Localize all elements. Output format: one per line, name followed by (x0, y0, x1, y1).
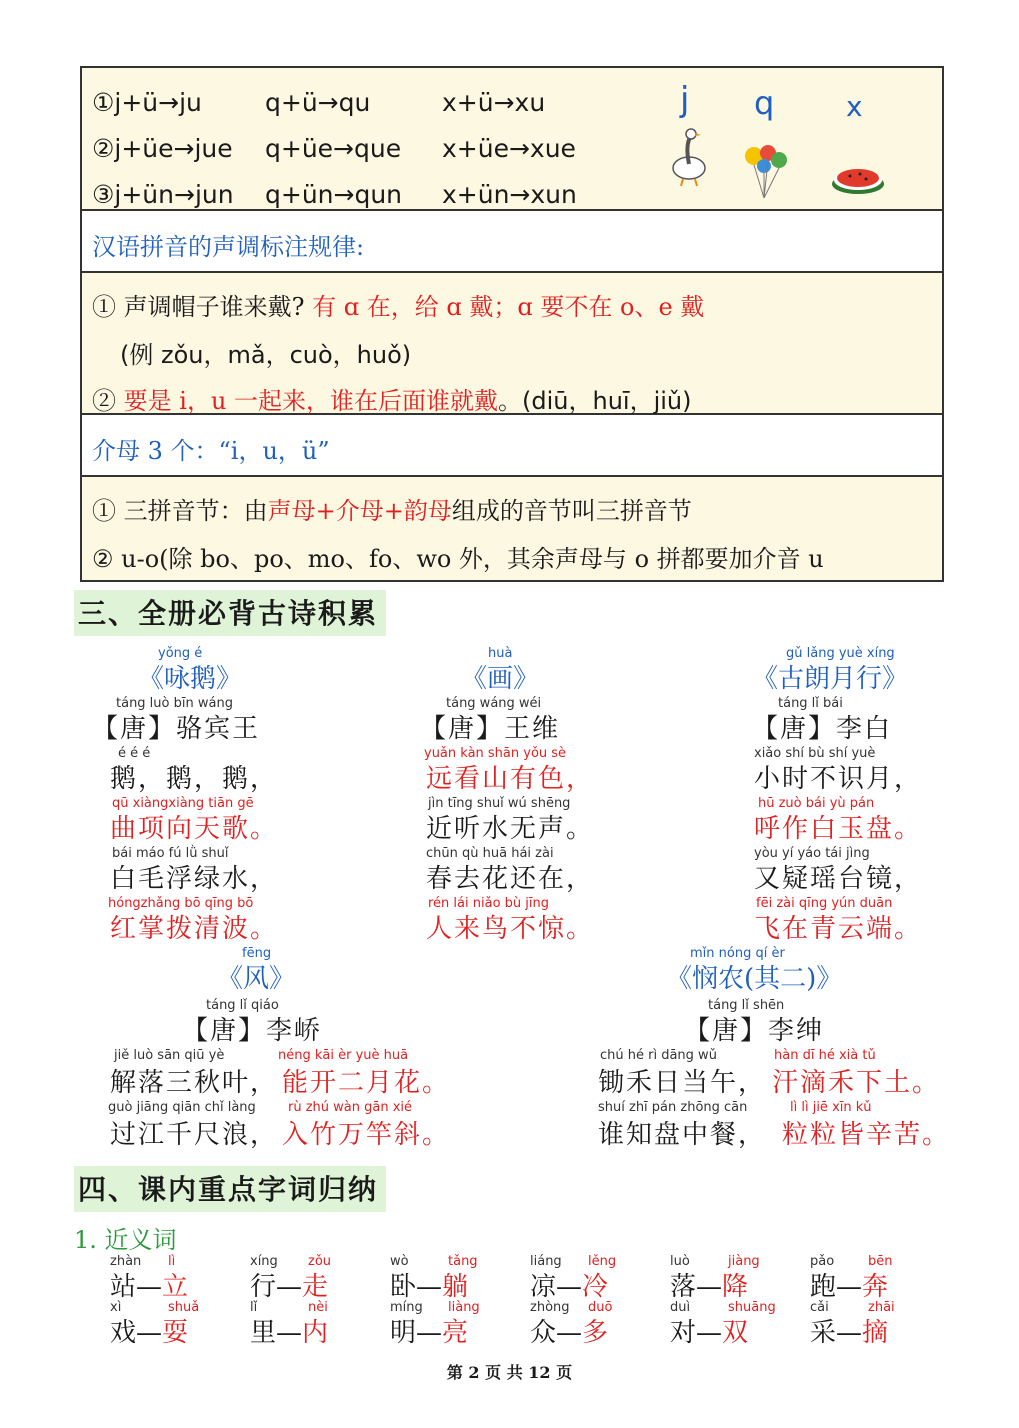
synonym-dash: — (836, 1318, 863, 1348)
synonym-pinyin-2: jiàng (728, 1254, 760, 1269)
tone-rules-row (82, 273, 942, 415)
poem-line: 呼作白玉盘。 (754, 814, 923, 844)
synonym-pinyin-1: cǎi (810, 1300, 829, 1315)
poem-line-pinyin: fēi zài qīng yún duān (756, 896, 893, 911)
synonym-pair (670, 1312, 748, 1349)
poem-line: 春去花还在， (426, 864, 595, 894)
synonym-word-2: 走 (302, 1272, 329, 1302)
tone-rule-2 (92, 381, 692, 416)
synonym-word-2: 内 (302, 1318, 329, 1348)
poem-title-pinyin: gǔ lǎng yuè xíng (786, 646, 895, 661)
synonym-pinyin-1: zhàn (110, 1254, 142, 1269)
poem-line-pinyin: é é é (118, 746, 151, 761)
synonym-word-2: 躺 (442, 1272, 469, 1302)
synonym-pinyin-1: luò (670, 1254, 690, 1269)
synonym-word-2: 降 (722, 1272, 749, 1302)
synonym-pinyin-1: wò (390, 1254, 409, 1269)
poem-line: 过江千尺浪， (110, 1120, 279, 1150)
tone-header: 汉语拼音的声调标注规律: (92, 233, 365, 261)
poem-author: 【唐】李白 (752, 714, 893, 744)
poem-line: 人来鸟不惊。 (426, 914, 595, 944)
poem-line: 谁知盘中餐， (598, 1120, 767, 1150)
synonym-pinyin-1: zhòng (530, 1300, 570, 1315)
synonym-pair (810, 1266, 888, 1303)
poem-author: 【唐】骆宾王 (92, 714, 261, 744)
poem-line: 曲项向天歌。 (110, 814, 279, 844)
poem-line-pinyin: qū xiàngxiàng tiān gē (112, 796, 254, 811)
jqx-q-rule-2: q+üe→que (265, 134, 402, 163)
jqx-column-2 (265, 80, 402, 218)
watermelon-icon (830, 154, 886, 196)
poem-line-pinyin: xiǎo shí bù shí yuè (754, 746, 876, 761)
medial-header-row (82, 415, 942, 477)
synonym-word-2: 亮 (442, 1318, 469, 1348)
synonym-pinyin-2: tǎng (448, 1254, 478, 1269)
jqx-x-rule-1: x+ü→xu (442, 88, 546, 117)
synonym-dash: — (556, 1272, 583, 1302)
balloons-icon (742, 144, 790, 200)
poem-line-pinyin: yòu yí yáo tái jìng (754, 846, 870, 861)
poem-title-pinyin: huà (488, 646, 513, 661)
poem-author: 【唐】李绅 (684, 1016, 825, 1046)
tone-rule-2-text: 要是 i，u 一起来，谁在后面谁就戴 (123, 387, 499, 415)
poem-title-pinyin: yǒng é (158, 646, 203, 661)
poem-line-pinyin: chú hé rì dāng wǔ (600, 1048, 717, 1063)
poem-title-pinyin: mǐn nóng qí èr (690, 946, 785, 961)
tone-rule-1 (92, 287, 704, 322)
jqx-rule-2: ②j+üe→jue (92, 134, 233, 163)
poem-title: 《古朗月行》 (752, 664, 909, 694)
poem-line-pinyin: hóngzhǎng bō qīng bō (108, 896, 254, 911)
poem-line-pinyin: jìn tīng shuǐ wú shēng (428, 796, 571, 811)
triple-rule-start: ① 三拼音节：由 (92, 497, 268, 525)
poem-line: 粒粒皆辛苦。 (782, 1120, 951, 1150)
poem-line-pinyin: guò jiāng qiān chǐ làng (108, 1100, 256, 1115)
poem-title: 《咏鹅》 (137, 664, 242, 694)
synonym-word-1: 行 (250, 1272, 277, 1302)
synonym-pinyin-2: liàng (448, 1300, 480, 1315)
synonym-dash: — (416, 1272, 443, 1302)
synonym-dash: — (276, 1272, 303, 1302)
author-pinyin: táng lǐ bái (778, 696, 843, 711)
poem-line-pinyin: chūn qù huā hái zài (426, 846, 554, 861)
uo-rule: ② u-o(除 bo、po、mo、fo、wo 外，其余声母与 o 拼都要加介音 u (92, 545, 824, 573)
synonym-word-1: 对 (670, 1318, 697, 1348)
synonym-pinyin-2: lěng (588, 1254, 617, 1269)
poem-author: 【唐】王维 (420, 714, 561, 744)
jqx-column-3 (442, 80, 577, 218)
poem-line-pinyin: rén lái niǎo bù jīng (428, 896, 549, 911)
synonym-pair (530, 1312, 608, 1349)
section-3-heading: 三、全册必背古诗积累 (74, 590, 386, 636)
medial-header: 介母 3 个：“i，u，ü” (92, 437, 330, 465)
synonym-pinyin-1: liáng (530, 1254, 562, 1269)
synonym-word-2: 奔 (862, 1272, 889, 1302)
letter-x: x (846, 90, 863, 123)
poem-line-pinyin: hū zuò bái yù pán (758, 796, 875, 811)
synonym-word-2: 摘 (862, 1318, 889, 1348)
poem-line: 飞在青云端。 (754, 914, 923, 944)
synonym-word-1: 跑 (810, 1272, 837, 1302)
poem-title-pinyin: fēng (242, 946, 272, 961)
synonym-word-1: 众 (530, 1318, 557, 1348)
section-4-heading: 四、课内重点字词归纳 (74, 1166, 386, 1212)
synonym-pair (390, 1266, 468, 1303)
triple-rule-end: 组成的音节叫三拼音节 (451, 497, 692, 525)
synonym-pair (250, 1312, 328, 1349)
synonym-pair (670, 1266, 748, 1303)
jqx-rule-3: ③j+ün→jun (92, 180, 234, 209)
synonym-dash: — (556, 1318, 583, 1348)
synonym-word-2: 多 (582, 1318, 609, 1348)
synonym-word-1: 里 (250, 1318, 277, 1348)
poem-line: 又疑瑶台镜， (754, 864, 923, 894)
synonym-pinyin-2: shuǎ (168, 1300, 200, 1315)
letter-j: j (680, 80, 690, 120)
triple-rule-highlight: 声母+介母+韵母 (267, 497, 452, 525)
synonym-pair (530, 1266, 608, 1303)
synonym-pinyin-1: xíng (250, 1254, 278, 1269)
jqx-q-rule-1: q+ü→qu (265, 88, 371, 117)
synonym-word-2: 立 (162, 1272, 189, 1302)
jqx-rule-1: ①j+ü→ju (92, 88, 202, 117)
pinyin-rules-table (80, 66, 944, 582)
author-pinyin: táng luò bīn wáng (116, 696, 233, 711)
synonym-word-1: 戏 (110, 1318, 137, 1348)
synonym-pair (810, 1312, 888, 1349)
synonyms-subheading: 1. 近义词 (74, 1226, 177, 1254)
synonym-dash: — (136, 1318, 163, 1348)
synonym-pair (110, 1312, 188, 1349)
poem-line: 解落三秋叶， (110, 1068, 279, 1098)
synonym-pinyin-1: xì (110, 1300, 122, 1315)
triple-syllable-row (82, 477, 942, 580)
poem-line-pinyin: hàn dī hé xià tǔ (774, 1048, 876, 1063)
author-pinyin: táng lǐ qiáo (206, 998, 279, 1013)
synonym-word-1: 卧 (390, 1272, 417, 1302)
poem-title: 《悯农(其二)》 (666, 964, 843, 994)
poem-title: 《风》 (216, 964, 295, 994)
tone-rule-2-number: ② (92, 387, 116, 415)
poem-line: 小时不识月， (754, 764, 923, 794)
poem-line: 鹅，鹅，鹅， (110, 764, 279, 794)
jqx-x-rule-2: x+üe→xue (442, 134, 576, 163)
synonym-pinyin-1: duì (670, 1300, 691, 1315)
synonym-pinyin-2: duō (588, 1300, 613, 1315)
goose-icon (667, 124, 711, 190)
poem-line-pinyin: rù zhú wàn gān xié (288, 1100, 413, 1115)
synonym-word-1: 明 (390, 1318, 417, 1348)
poem-line-pinyin: shuí zhī pán zhōng cān (598, 1100, 748, 1115)
synonym-pinyin-2: zǒu (308, 1254, 332, 1269)
tone-rule-1-question: ① 声调帽子谁来戴? (92, 293, 305, 321)
synonym-dash: — (276, 1318, 303, 1348)
synonym-word-2: 双 (722, 1318, 749, 1348)
jqx-q-rule-3: q+ün→qun (265, 180, 403, 209)
poem-line: 能开二月花。 (282, 1068, 451, 1098)
synonym-pinyin-1: míng (390, 1300, 423, 1315)
poem-line: 汗滴禾下土。 (772, 1068, 941, 1098)
synonym-dash: — (836, 1272, 863, 1302)
author-pinyin: táng wáng wéi (446, 696, 542, 711)
synonym-pair (110, 1266, 188, 1303)
jqx-rules-row (82, 68, 942, 211)
synonym-pinyin-1: pǎo (810, 1254, 835, 1269)
poem-line-pinyin: yuǎn kàn shān yǒu sè (424, 746, 567, 761)
synonym-pair (390, 1312, 468, 1349)
poem-line-pinyin: bái máo fú lǜ shuǐ (112, 846, 229, 861)
synonym-word-2: 耍 (162, 1318, 189, 1348)
page-footer: 第 2 页 共 12 页 (446, 1363, 573, 1382)
tone-rule-1-answer: 有 ɑ 在，给 ɑ 戴；ɑ 要不在 o、e 戴 (312, 293, 705, 321)
tone-header-row (82, 211, 942, 273)
synonym-word-1: 凉 (530, 1272, 557, 1302)
synonym-word-1: 落 (670, 1272, 697, 1302)
poem-line: 白毛浮绿水， (110, 864, 279, 894)
poem-line: 入竹万竿斜。 (282, 1120, 451, 1150)
tone-rule-2-example: 。(diū，huī，jiǔ) (498, 387, 692, 415)
poem-title: 《画》 (460, 664, 539, 694)
author-pinyin: táng lǐ shēn (708, 998, 785, 1013)
synonym-word-1: 采 (810, 1318, 837, 1348)
synonym-pinyin-2: zhāi (868, 1300, 895, 1315)
poem-line: 锄禾日当午， (598, 1068, 767, 1098)
triple-rule (92, 491, 692, 526)
poem-line: 近听水无声。 (426, 814, 595, 844)
synonym-pinyin-2: bēn (868, 1254, 893, 1269)
tone-rule-1-example: (例 zǒu，mǎ，cuò，huǒ) (120, 341, 412, 369)
synonym-dash: — (416, 1318, 443, 1348)
synonym-pinyin-2: shuāng (728, 1300, 776, 1315)
synonym-dash: — (696, 1272, 723, 1302)
synonym-dash: — (696, 1318, 723, 1348)
letter-q: q (754, 84, 775, 122)
synonym-word-2: 冷 (582, 1272, 609, 1302)
synonym-pinyin-2: nèi (308, 1300, 328, 1315)
poem-line-pinyin: jiě luò sān qiū yè (114, 1048, 225, 1063)
synonym-dash: — (136, 1272, 163, 1302)
synonym-pinyin-2: lì (168, 1254, 176, 1269)
jqx-column-1 (92, 80, 234, 218)
synonym-pair (250, 1266, 328, 1303)
synonym-pinyin-1: lǐ (250, 1300, 258, 1315)
jqx-x-rule-3: x+ün→xun (442, 180, 577, 209)
synonym-word-1: 站 (110, 1272, 137, 1302)
poem-line: 红掌拨清波。 (110, 914, 279, 944)
poem-author: 【唐】李峤 (182, 1016, 323, 1046)
poem-line-pinyin: lì lì jiē xīn kǔ (790, 1100, 872, 1115)
poem-line-pinyin: néng kāi èr yuè huā (278, 1048, 409, 1063)
poem-line: 远看山有色， (426, 764, 595, 794)
